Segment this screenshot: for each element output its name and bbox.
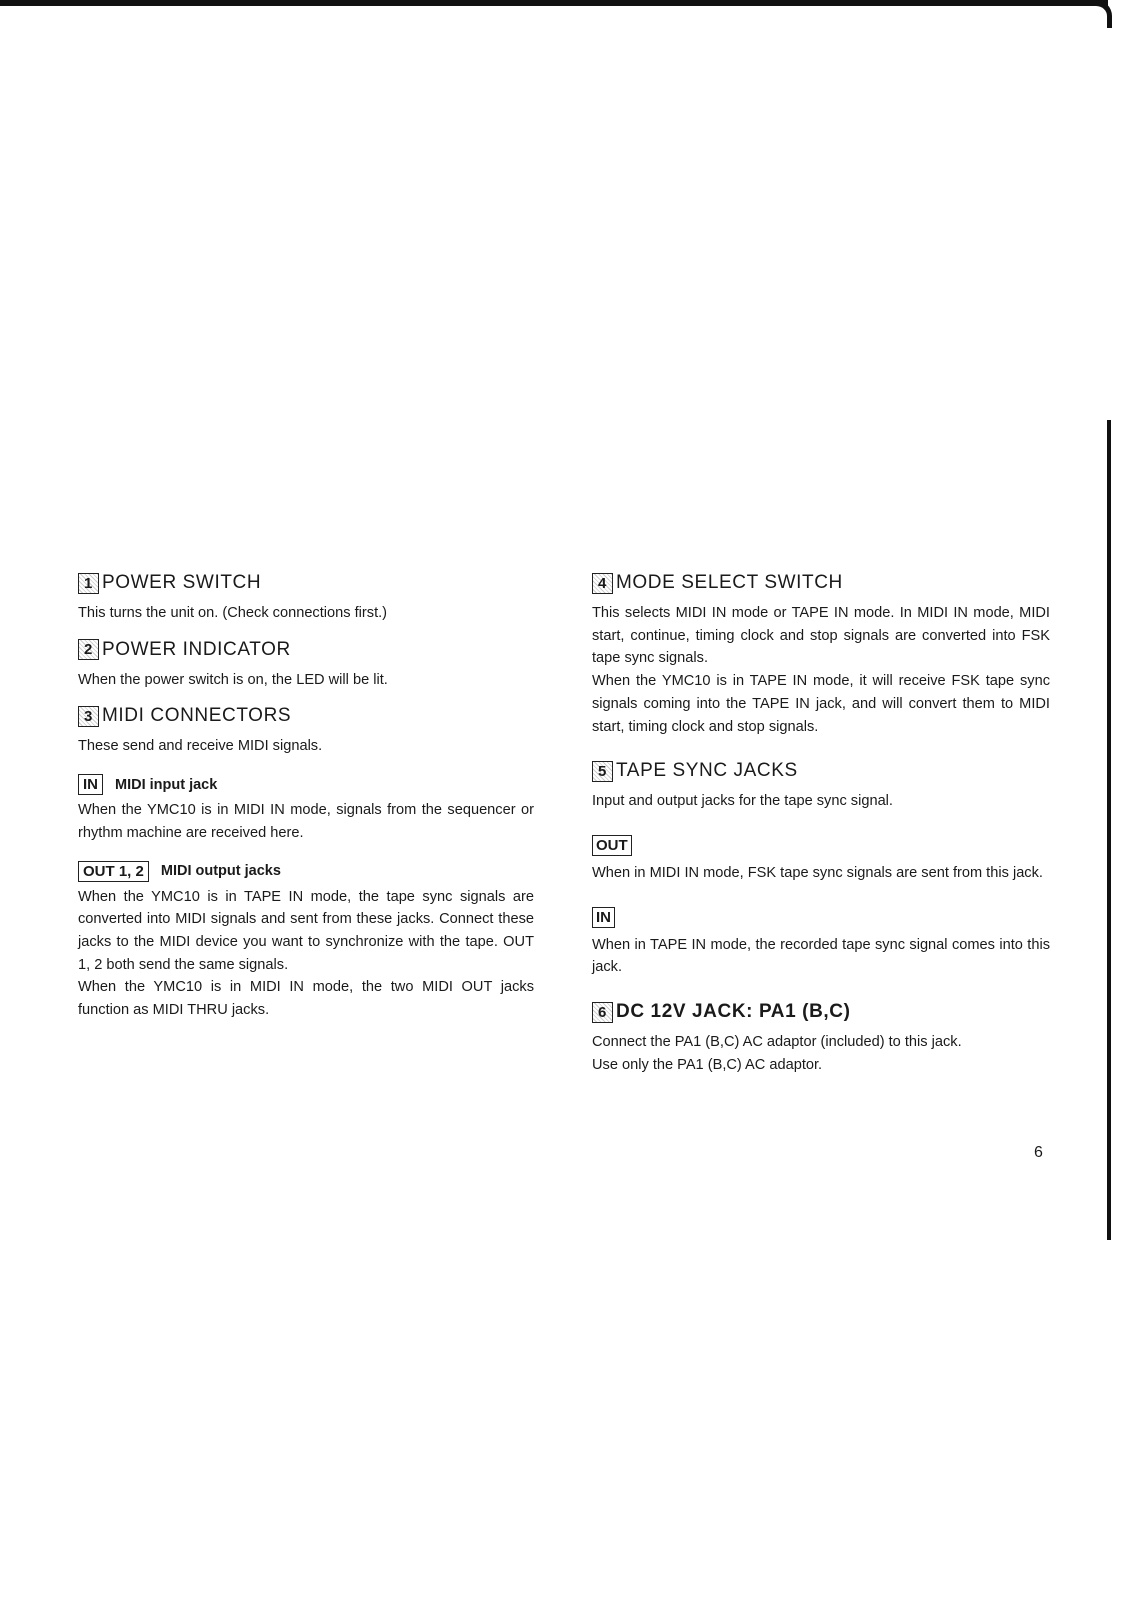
section-body: This selects MIDI IN mode or TAPE IN mode. In MIDI IN mode, MIDI start, continue, timing clock and stop signals are converted into FSK tape sync signals. — [592, 605, 1050, 667]
section-number-badge: 2 — [78, 639, 99, 660]
section-power-switch — [78, 572, 534, 625]
section-title: POWER SWITCH — [102, 572, 262, 593]
page-number: 6 — [1034, 1144, 1043, 1161]
section-body: When the YMC10 is in TAPE IN mode, it will receive FSK tape sync signals coming into the TAPE IN jack, and will convert them to MIDI start, timing clock and stop signals. — [592, 673, 1050, 735]
section-body: When the power switch is on, the LED will be lit. — [78, 671, 388, 688]
subsection-midi-in-heading — [78, 774, 534, 795]
jack-tag-out: OUT 1, 2 — [78, 861, 149, 882]
section-heading — [592, 572, 1050, 594]
right-column — [592, 572, 1050, 1090]
right-border-rule — [1107, 420, 1111, 1240]
jack-tag-in: IN — [78, 774, 103, 795]
section-body: Input and output jacks for the tape sync signal. — [592, 793, 893, 810]
jack-tag-out: OUT — [592, 835, 632, 856]
section-dc-12v-jack — [592, 1001, 1050, 1076]
section-body: Use only the PA1 (B,C) AC adaptor. — [592, 1056, 823, 1073]
section-title: MIDI CONNECTORS — [102, 705, 292, 727]
section-title: POWER INDICATOR — [102, 638, 291, 660]
section-heading — [78, 572, 534, 594]
section-title: MODE SELECT SWITCH — [616, 572, 843, 593]
subsection-body: When the YMC10 is in MIDI IN mode, the two MIDI OUT jacks function as MIDI THRU jacks. — [78, 979, 534, 1019]
section-heading — [78, 639, 534, 661]
subsection-midi-out-heading — [78, 861, 534, 882]
section-number-badge: 5 — [592, 761, 613, 782]
section-body: This turns the unit on. (Check connections first.) — [78, 605, 388, 621]
subsection-body: When the YMC10 is in MIDI IN mode, signals from the sequencer or rhythm machine are received here. — [78, 802, 534, 841]
subsection-label: MIDI output jacks — [160, 863, 281, 880]
section-number-badge: 6 — [592, 1002, 613, 1023]
section-title: TAPE SYNC JACKS — [616, 760, 798, 782]
section-heading — [592, 760, 1050, 782]
section-title: DC 12V JACK: PA1 (B,C) — [616, 1001, 851, 1023]
jack-tag-in: IN — [592, 907, 615, 928]
section-mode-select-switch — [592, 572, 1050, 738]
section-body: These send and receive MIDI signals. — [78, 738, 323, 755]
top-right-corner-rule — [1096, 0, 1112, 28]
subsection-body: When in TAPE IN mode, the recorded tape sync signal comes into this jack. — [592, 936, 1050, 976]
section-number-badge: 1 — [78, 573, 99, 594]
section-number-badge: 4 — [592, 573, 613, 594]
section-midi-connectors — [78, 705, 534, 1021]
section-body: Connect the PA1 (B,C) AC adaptor (included) to this jack. — [592, 1034, 962, 1051]
subsection-label: MIDI input jack — [115, 776, 218, 793]
section-number-badge: 3 — [78, 706, 99, 727]
section-heading — [592, 1001, 1050, 1023]
subsection-body: When in MIDI IN mode, FSK tape sync signals are sent from this jack. — [592, 864, 1043, 881]
section-tape-sync-jacks — [592, 760, 1050, 979]
left-column — [78, 572, 534, 1036]
top-border-rule — [0, 0, 1108, 6]
section-power-indicator — [78, 639, 534, 692]
subsection-body: When the YMC10 is in TAPE IN mode, the tape sync signals are converted into MIDI signals and sent from these jacks. Connect these jacks to the MIDI device you want to synchronize with the tape. OUT 1, 2 both send the same signals. — [78, 888, 534, 973]
section-heading — [78, 705, 534, 727]
